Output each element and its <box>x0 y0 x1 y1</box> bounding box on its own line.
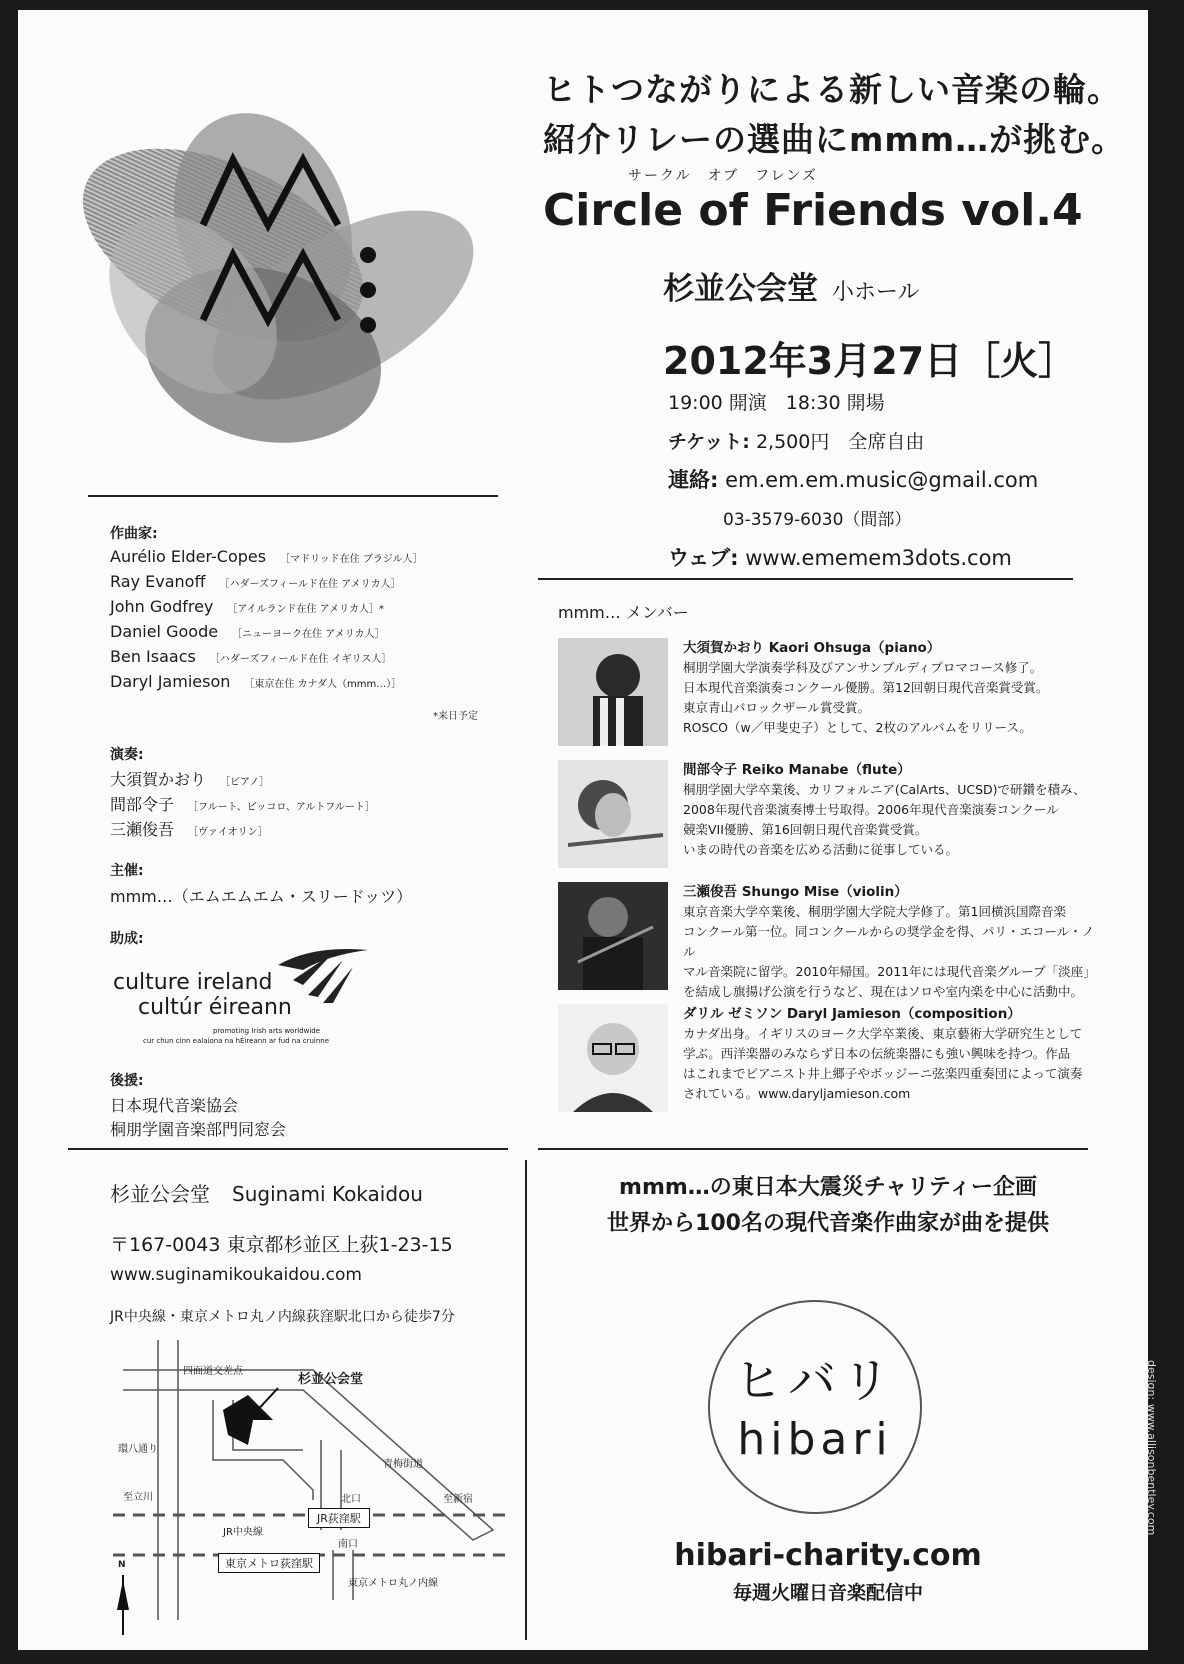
map-metro-station: 東京メトロ荻窪駅 <box>218 1553 320 1573</box>
headline <box>543 65 1126 165</box>
web-link[interactable]: www.ememem3dots.com <box>745 546 1012 570</box>
member-name: 大須賀かおり Kaori Ohsuga（piano） <box>683 640 941 656</box>
map-jr-line: JR中央線 <box>223 1527 263 1538</box>
member-name: 三瀬俊吾 Shungo Mise（violin） <box>683 884 908 900</box>
member-text <box>683 1004 1103 1104</box>
composer-note: ［ハダーズフィールド在住 アメリカ人］ <box>219 579 401 590</box>
composer-note: ［マドリッド在住 ブラジル人］ <box>280 554 423 565</box>
member-bio-line: 桐朋学園大学演奏学科及びアンサンブルディプロマコース修了。 <box>683 660 1043 675</box>
hibari-logo-latin: hibari <box>737 1414 893 1465</box>
event-time: 19:00 開演 18:30 開場 <box>668 392 885 414</box>
member-photo <box>558 882 668 990</box>
web-label: ウェブ: <box>668 546 739 570</box>
performer-name: 間部令子 <box>110 795 175 814</box>
access-venue-en: Suginami Kokaidou <box>232 1182 423 1206</box>
member-bio-line: 2008年現代音楽演奏博士号取得。2006年現代音楽演奏コンクール <box>683 802 1059 817</box>
composers-heading: 作曲家: <box>110 526 158 542</box>
composer-name: Aurélio Elder-Copes <box>110 547 267 566</box>
map-shinjuku: 至新宿 <box>443 1494 473 1505</box>
performer-note: ［フルート、ピッコロ、アルトフルート］ <box>188 802 375 813</box>
member-text <box>683 638 1103 738</box>
composer-item <box>110 647 391 666</box>
map-jr-station: JR荻窪駅 <box>308 1508 370 1528</box>
member-bio-line: されている。www.daryljamieson.com <box>683 1086 911 1101</box>
headline-line2: 紹介リレーの選曲にmmm…が挑む。 <box>543 120 1126 159</box>
composer-name: Ben Isaacs <box>110 647 196 666</box>
performer-note: ［ヴァイオリン］ <box>188 827 268 838</box>
access-venue-ja: 杉並公会堂 <box>110 1182 210 1206</box>
member-photo <box>558 760 668 868</box>
venue <box>663 263 920 308</box>
ticket-label: チケット: <box>668 431 750 453</box>
composer-name: Daryl Jamieson <box>110 672 231 691</box>
organizer-heading: 主催: <box>110 863 144 879</box>
member-name: ダリル ゼミソン Daryl Jamieson（composition） <box>683 1006 1021 1022</box>
contact-email[interactable]: em.em.em.music@gmail.com <box>725 468 1039 492</box>
composer-item <box>110 572 400 591</box>
composer-item <box>110 547 423 566</box>
performer-item <box>110 767 269 790</box>
map-venue: 杉並公会堂 <box>298 1372 364 1387</box>
member-bio-line: を結成し旗揚げ公演を行うなど、現在はソロや室内楽を中心に活動中。 <box>683 984 1084 999</box>
member-text <box>683 760 1103 860</box>
design-credit-text: design: www.allisonbentley.com <box>1145 1360 1158 1536</box>
grant-heading: 助成: <box>110 931 144 947</box>
hibari-logo <box>708 1300 922 1514</box>
member-bio-line: 日本現代音楽演奏コンクール優勝。第12回朝日現代音楽賞受賞。 <box>683 680 1049 695</box>
ticket-info <box>668 427 924 454</box>
member-card <box>558 638 1093 746</box>
access-directions: JR中央線・東京メトロ丸ノ内線荻窪駅北口から徒歩7分 <box>110 1309 455 1325</box>
charity-line2: 世界から100名の現代音楽作曲家が曲を提供 <box>607 1211 1049 1236</box>
member-bio-line: 桐朋学園大学卒業後、カリフォルニア(CalArts、UCSD)で研鑽を積み、 <box>683 782 1086 797</box>
map-north: N <box>118 1560 126 1570</box>
divider <box>68 1148 508 1150</box>
divider <box>88 495 498 497</box>
access-venue <box>110 1178 423 1207</box>
map-ome: 青梅街道 <box>383 1459 423 1470</box>
contact-label: 連絡: <box>668 468 719 492</box>
composer-item <box>110 672 401 691</box>
map-minamiguchi: 南口 <box>338 1539 358 1550</box>
member-card <box>558 882 1096 999</box>
member-bio-line: 東京青山バロックザール賞受賞。 <box>683 700 871 715</box>
divider-vertical <box>525 1160 527 1640</box>
composer-note: ［ハダーズフィールド在住 イギリス人］ <box>209 654 392 665</box>
map-metro-line: 東京メトロ丸ノ内線 <box>348 1578 438 1589</box>
event-date: 2012年3月27日［火］ <box>663 339 1077 383</box>
logo-tag2: cur chun cinn ealaíona na hÉireann ar fud na cruinne <box>143 1037 330 1045</box>
map-kitaguchi: 北口 <box>341 1494 361 1505</box>
member-bio-line: 競楽VII優勝、第16回朝日現代音楽賞受賞。 <box>683 822 928 837</box>
members-heading: mmm… メンバー <box>558 603 689 622</box>
map-tachikawa: 至立川 <box>123 1492 153 1503</box>
logo-line2: cultúr éireann <box>138 995 292 1020</box>
composer-note: ［ニューヨーク在住 アメリカ人］ <box>232 629 385 640</box>
member-bio-line: カナダ出身。イギリスのヨーク大学卒業後、東京藝術大学研究生として <box>683 1026 1083 1041</box>
logo-tag1: promoting Irish arts worldwide <box>213 1027 321 1035</box>
headline-line1: ヒトつながりによる新しい音楽の輪。 <box>543 70 1121 109</box>
performer-item <box>110 817 268 840</box>
event-title: Circle of Friends vol.4 <box>543 185 1083 236</box>
composer-note: ［アイルランド在住 アメリカ人］* <box>227 604 384 615</box>
charity-stream: 毎週火曜日音楽配信中 <box>732 1582 923 1604</box>
logo-line1: culture ireland <box>113 970 273 995</box>
title-ruby: サークル オブ フレンズ <box>628 168 818 184</box>
composer-note: ［東京在住 カナダ人（mmm…）］ <box>244 679 402 690</box>
performer-item <box>110 792 375 815</box>
organizer-value: mmm…（エムエムエム・スリードッツ） <box>110 887 413 906</box>
venue-sub: 小ホール <box>832 280 920 305</box>
flyer-page <box>18 10 1148 1650</box>
ticket-value: 2,500円 全席自由 <box>755 431 925 453</box>
divider <box>538 578 1073 580</box>
member-name: 間部令子 Reiko Manabe（flute） <box>683 762 911 778</box>
support-item: 桐朋学園音楽部門同窓会 <box>110 1120 287 1139</box>
access-map <box>103 1340 523 1640</box>
performers-heading: 演奏: <box>110 747 144 763</box>
composer-item <box>110 622 385 641</box>
composer-item <box>110 597 384 616</box>
support-heading: 後援: <box>110 1073 144 1089</box>
performer-note: ［ピアノ］ <box>220 777 270 788</box>
performer-name: 三瀬俊吾 <box>110 820 175 839</box>
access-url[interactable]: www.suginamikoukaidou.com <box>110 1265 362 1285</box>
member-photo <box>558 638 668 746</box>
composer-name: Daniel Goode <box>110 622 219 641</box>
contact-info <box>668 464 1038 494</box>
contact-phone: 03-3579-6030（間部） <box>723 510 912 530</box>
hibari-logo-kana: ヒバリ <box>733 1353 896 1409</box>
charity-heading <box>558 1170 1098 1242</box>
member-bio-line: 学ぶ。西洋楽器のみならず日本の伝統楽器にも強い興味を持つ。作品 <box>683 1046 1071 1061</box>
map-crossing: 四面道交差点 <box>183 1366 243 1377</box>
design-credit <box>1140 1360 1162 1640</box>
member-bio-line: マル音楽院に留学。2010年帰国。2011年には現代音楽グループ「淡座」 <box>683 964 1096 979</box>
member-bio-line: ROSCO（w／甲斐史子）として、2枚のアルバムをリリース。 <box>683 720 1032 735</box>
support-item: 日本現代音楽協会 <box>110 1096 239 1115</box>
composer-name: Ray Evanoff <box>110 572 206 591</box>
member-text <box>683 882 1103 1002</box>
member-card <box>558 1004 1093 1112</box>
performer-name: 大須賀かおり <box>110 770 207 789</box>
map-kanpachi: 環八通り <box>118 1444 158 1455</box>
member-card <box>558 760 1093 868</box>
web-info <box>668 542 1012 572</box>
member-bio-line: いまの時代の音楽を広める活動に従事している。 <box>683 842 959 857</box>
member-bio-line: 東京音楽大学卒業後、桐朋学園大学院大学修了。第1回横浜国際音楽 <box>683 904 1066 919</box>
divider <box>538 1148 1088 1150</box>
member-photo <box>558 1004 668 1112</box>
composers-footnote: *来日予定 <box>433 711 478 722</box>
composer-name: John Godfrey <box>110 597 214 616</box>
member-bio-line: コンクール第一位。同コンクールからの奨学金を得、パリ・エコール・ノル <box>683 924 1095 959</box>
venue-main: 杉並公会堂 <box>663 271 818 307</box>
charity-site[interactable]: hibari-charity.com <box>674 1538 982 1573</box>
charity-line1: mmm…の東日本大震災チャリティー企画 <box>619 1175 1037 1200</box>
culture-ireland-logo <box>113 945 373 1045</box>
member-bio-line: はこれまでピアニスト井上郷子やボッジーニ弦楽四重奏団によって演奏 <box>683 1066 1083 1081</box>
mmm-logo-graphic <box>73 105 493 475</box>
access-address: 〒167-0043 東京都杉並区上荻1-23-15 <box>110 1234 453 1256</box>
